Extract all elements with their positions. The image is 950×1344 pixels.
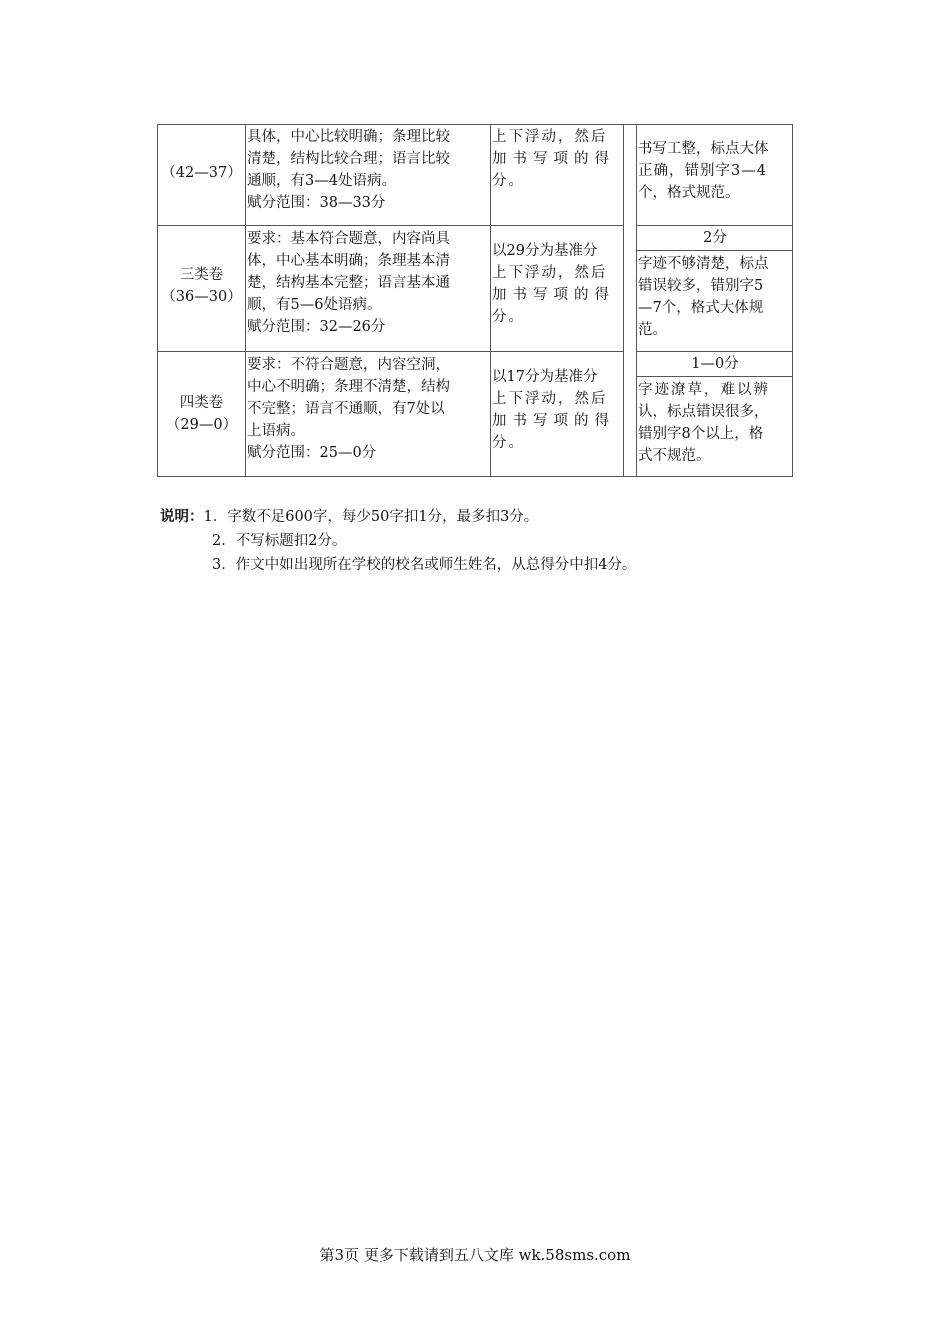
row3-writing-item: 以17分为基准分 上下浮动，然后 加书写项的得 分。: [492, 369, 615, 451]
row1-handwriting-desc: 书写工整，标点大体 正确，错别字3—4 个，格式规范。: [638, 141, 769, 201]
row1-category: [158, 162, 245, 184]
row2-handwriting-score: 2分: [703, 230, 727, 246]
row3-handwriting-score: 1—0分: [691, 356, 739, 372]
row2-writing-item: 以29分为基准分 上下浮动，然后 加书写项的得 分。: [492, 243, 615, 325]
row3-category-range: （29—0）: [165, 417, 238, 433]
row1-category-range: （42—37）: [161, 165, 242, 181]
notes-label: 说明：: [160, 508, 204, 525]
row2-requirements: 要求：基本符合题意，内容尚具 体，中心基本明确；条理基本清 楚，结构基本完整；语言基本通 顺，有5—6处语病。 赋分范围：32—26分: [247, 231, 450, 335]
row3-category-name: 四类卷: [179, 395, 224, 411]
row3-handwriting-desc: 字迹潦草，难以辨 认，标点错误很多， 错别字8个以上，格 式不规范。: [638, 382, 770, 464]
row1-writing-item: 上下浮动，然后 加书写项的得 分。: [492, 129, 615, 189]
page-footer: 第3页 更多下载请到五八文库 wk.58sms.com: [319, 1246, 631, 1264]
row2-category: [158, 264, 245, 308]
row2-category-range: （36—30）: [161, 289, 242, 305]
row2-handwriting-desc: 字迹不够清楚，标点 错误较多，错别字5 —7个，格式大体规 范。: [638, 256, 769, 338]
row1-requirements: 具体，中心比较明确；条理比较 清楚，结构比较合理；语言比较 通顺，有3—4处语病。 赋分范围：38—33分: [247, 129, 450, 211]
note-item-1: 1．字数不足600字，每少50字扣1分，最多扣3分。: [203, 509, 539, 525]
row2-category-name: 三类卷: [179, 267, 224, 283]
note-item-3: 3．作文中如出现所在学校的校名或师生姓名，从总得分中扣4分。: [212, 557, 637, 573]
row3-requirements: 要求：不符合题意，内容空洞， 中心不明确；条理不清楚，结构 不完整；语言不通顺，有7处以 上语病。 赋分范围：25—0分: [247, 357, 450, 461]
note-item-2: 2．不写标题扣2分。: [212, 533, 347, 549]
row3-category: [158, 392, 245, 436]
notes-section: [160, 505, 636, 577]
